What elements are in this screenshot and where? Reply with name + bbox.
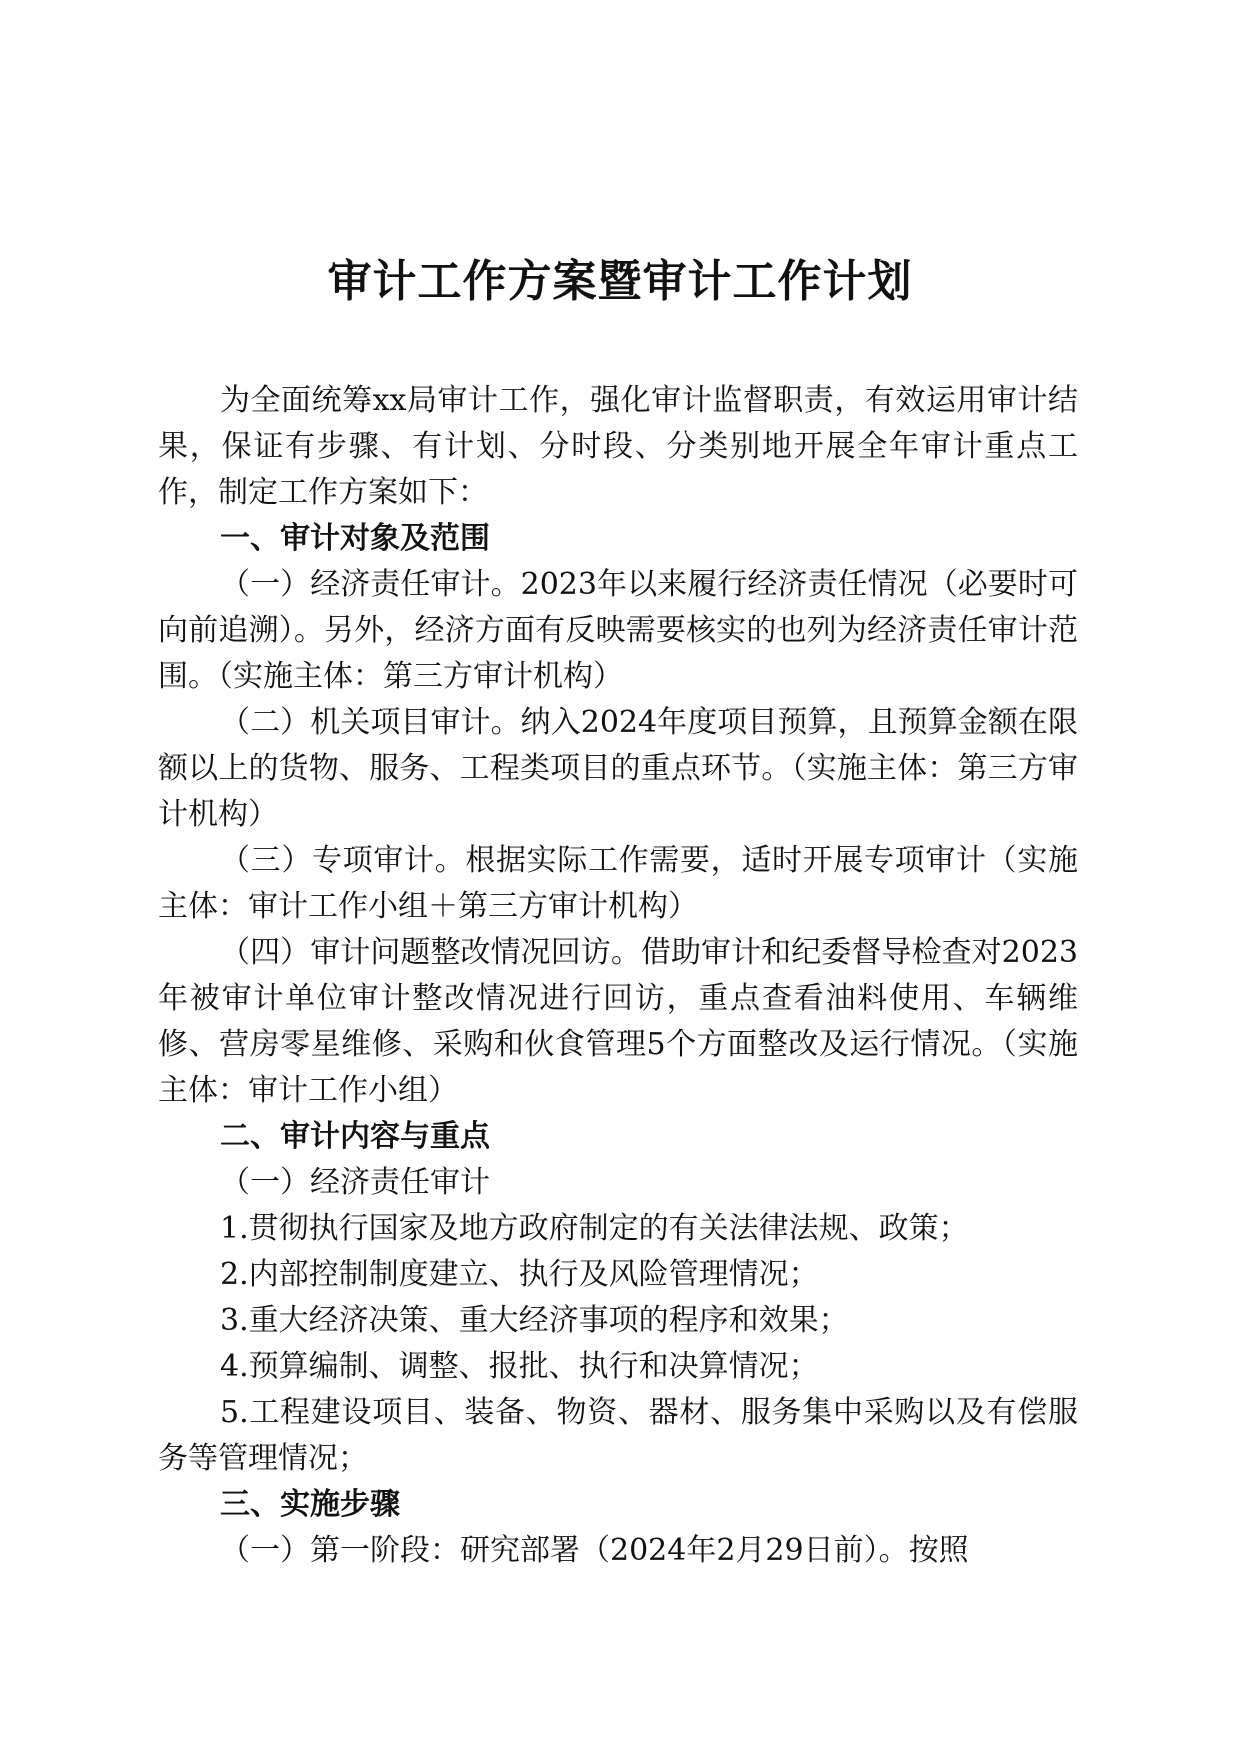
section-2-heading: 二、审计内容与重点 xyxy=(220,1119,490,1154)
document-body xyxy=(158,378,1078,1574)
section-1-item-4: （四）审计问题整改情况回访。借助审计和纪委督导检查对2023年被审计单位审计整改情况进行回访，重点查看油料使用、车辆维修、营房零星维修、采购和伙食管理5个方面整改及运行情况。（实施主体：审计工作小组） xyxy=(158,935,1078,1108)
intro-paragraph: 为全面统筹xx局审计工作，强化审计监督职责，有效运用审计结果，保证有步骤、有计划、分时段、分类别地开展全年审计重点工作，制定工作方案如下： xyxy=(158,383,1078,510)
section-1-item-1: （一）经济责任审计。2023年以来履行经济责任情况（必要时可向前追溯）。另外，经济方面有反映需要核实的也列为经济责任审计范围。（实施主体：第三方审计机构） xyxy=(158,567,1078,694)
section-1-heading: 一、审计对象及范围 xyxy=(220,521,490,556)
section-2-item-3: 3.重大经济决策、重大经济事项的程序和效果； xyxy=(220,1303,849,1338)
section-1-item-2: （二）机关项目审计。纳入2024年度项目预算，且预算金额在限额以上的货物、服务、工程类项目的重点环节。（实施主体：第三方审计机构） xyxy=(158,705,1078,832)
section-3-heading: 三、实施步骤 xyxy=(220,1487,400,1522)
section-3-item-1: （一）第一阶段：研究部署（2024年2月29日前）。按照 xyxy=(220,1533,969,1568)
section-2-item-5: 5.工程建设项目、装备、物资、器材、服务集中采购以及有偿服务等管理情况； xyxy=(158,1395,1078,1476)
section-2-item-4: 4.预算编制、调整、报批、执行和决算情况； xyxy=(220,1349,819,1384)
section-2-subheading: （一）经济责任审计 xyxy=(220,1165,490,1200)
document-title: 审计工作方案暨审计工作计划 xyxy=(327,256,913,307)
section-2-item-1: 1.贯彻执行国家及地方政府制定的有关法律法规、政策； xyxy=(220,1211,969,1246)
section-1-item-3: （三）专项审计。根据实际工作需要，适时开展专项审计（实施主体：审计工作小组＋第三方审计机构） xyxy=(158,843,1078,924)
section-2-item-2: 2.内部控制制度建立、执行及风险管理情况； xyxy=(220,1257,819,1292)
